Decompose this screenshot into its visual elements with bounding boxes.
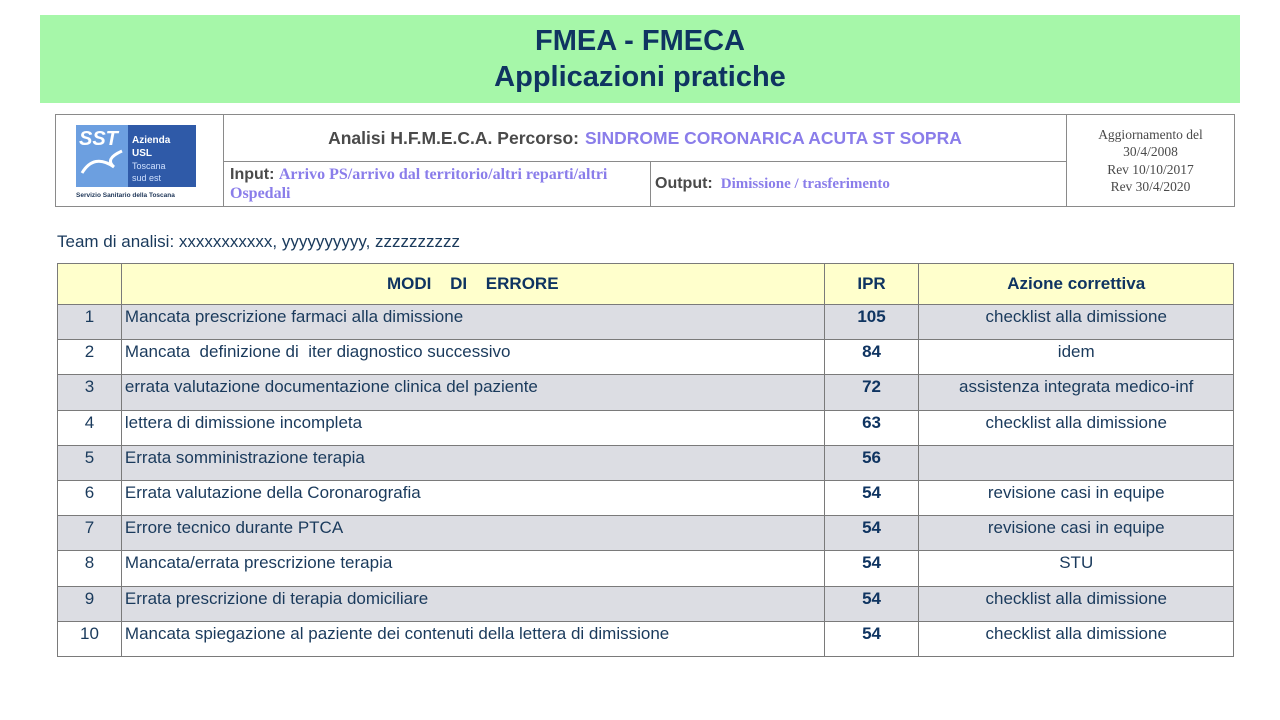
svg-text:SST: SST (79, 128, 118, 150)
error-mode: Errata somministrazione terapia (121, 445, 824, 480)
error-mode: Errore tecnico durante PTCA (121, 516, 824, 551)
ipr-value: 105 (824, 305, 919, 340)
output-cell (651, 162, 1066, 206)
corrective-action: checklist alla dimissione (919, 410, 1234, 445)
ipr-value: 54 (824, 621, 919, 656)
corrective-action: checklist alla dimissione (919, 621, 1234, 656)
table-row (58, 445, 1234, 480)
ipr-value: 54 (824, 516, 919, 551)
header-action: Azione correttiva (919, 264, 1234, 305)
header-main (224, 115, 1066, 206)
row-number: 4 (58, 410, 122, 445)
corrective-action: revisione casi in equipe (919, 516, 1234, 551)
corrective-action: revisione casi in equipe (919, 480, 1234, 515)
ipr-value: 63 (824, 410, 919, 445)
page-subtitle: Applicazioni pratiche (494, 61, 786, 93)
date-line: Rev 10/10/2017 (1107, 161, 1194, 177)
svg-text:USL: USL (132, 148, 152, 159)
error-mode: errata valutazione documentazione clinica del paziente (121, 375, 824, 410)
row-number: 1 (58, 305, 122, 340)
row-number: 3 (58, 375, 122, 410)
corrective-action: assistenza integrata medico-inf (919, 375, 1234, 410)
table-row (58, 516, 1234, 551)
corrective-action: idem (919, 340, 1234, 375)
error-mode: Mancata/errata prescrizione terapia (121, 551, 824, 586)
logo-cell (56, 115, 224, 206)
team-line: Team di analisi: xxxxxxxxxxx, yyyyyyyyyy, zzzzzzzzzz (57, 232, 461, 251)
header-mode: MODI DI ERRORE (121, 264, 824, 305)
svg-text:Azienda: Azienda (132, 135, 171, 146)
table-header-row (58, 264, 1234, 305)
error-mode: Errata prescrizione di terapia domiciliare (121, 586, 824, 621)
table-row (58, 410, 1234, 445)
analysis-path (224, 115, 1066, 162)
analysis-header (55, 114, 1235, 207)
error-modes-table (57, 263, 1234, 657)
output-value: Dimissione / trasferimento (720, 175, 890, 192)
table-row (58, 551, 1234, 586)
row-number: 5 (58, 445, 122, 480)
error-mode: lettera di dimissione incompleta (121, 410, 824, 445)
table-row (58, 480, 1234, 515)
error-mode: Mancata prescrizione farmaci alla dimissione (121, 305, 824, 340)
svg-text:sud est: sud est (132, 173, 162, 183)
ipr-value: 84 (824, 340, 919, 375)
ipr-value: 54 (824, 551, 919, 586)
input-label: Input: (230, 166, 275, 183)
row-number: 10 (58, 621, 122, 656)
error-mode: Mancata spiegazione al paziente dei contenuti della lettera di dimissione (121, 621, 824, 656)
analysis-value: SINDROME CORONARICA ACUTA ST SOPRA (584, 127, 962, 148)
row-number: 8 (58, 551, 122, 586)
date-line: Aggiornamento del (1098, 126, 1203, 142)
table-row (58, 621, 1234, 656)
corrective-action (919, 445, 1234, 480)
row-number: 6 (58, 480, 122, 515)
svg-text:Toscana: Toscana (132, 161, 166, 171)
table-row (58, 305, 1234, 340)
input-value: Arrivo PS/arrivo dal territorio/altri reparti/altri Ospedali (230, 166, 608, 202)
error-mode: Mancata definizione di iter diagnostico successivo (121, 340, 824, 375)
table-row (58, 586, 1234, 621)
output-label: Output: (655, 175, 713, 192)
header-ipr: IPR (824, 264, 919, 305)
corrective-action: checklist alla dimissione (919, 586, 1234, 621)
row-number: 7 (58, 516, 122, 551)
ipr-value: 54 (824, 480, 919, 515)
input-cell (224, 162, 651, 206)
asl-logo-icon (74, 123, 198, 199)
table-row (58, 340, 1234, 375)
page-title: FMEA - FMECA (535, 25, 745, 57)
error-mode: Errata valutazione della Coronarografia (121, 480, 824, 515)
svg-text:Servizio Sanitario della Tosca: Servizio Sanitario della Toscana (76, 192, 175, 199)
corrective-action: checklist alla dimissione (919, 305, 1234, 340)
header-num (58, 264, 122, 305)
ipr-value: 54 (824, 586, 919, 621)
analysis-label: Analisi H.F.M.E.C.A. Percorso: (328, 127, 579, 148)
title-banner (40, 15, 1240, 103)
row-number: 9 (58, 586, 122, 621)
date-line: Rev 30/4/2020 (1110, 179, 1191, 194)
date-line: 30/4/2008 (1123, 144, 1178, 159)
revision-dates (1066, 115, 1234, 206)
ipr-value: 72 (824, 375, 919, 410)
row-number: 2 (58, 340, 122, 375)
corrective-action: STU (919, 551, 1234, 586)
table-row (58, 375, 1234, 410)
ipr-value: 56 (824, 445, 919, 480)
